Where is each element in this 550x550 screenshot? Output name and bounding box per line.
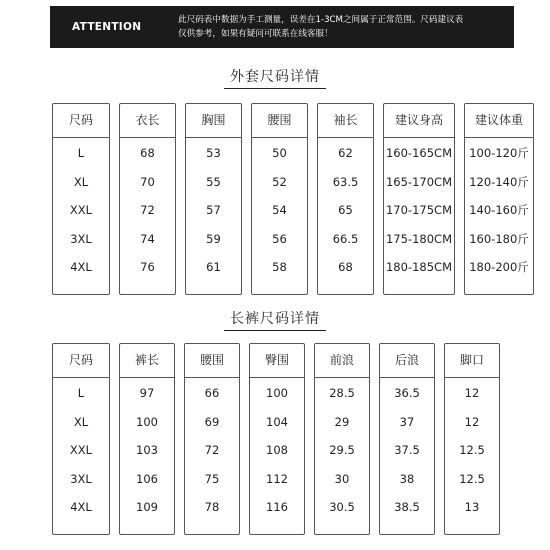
jacket-column-0 — [52, 103, 110, 295]
table-cell: 160-180斤 — [469, 231, 529, 246]
table-cell: 63.5 — [332, 174, 359, 189]
column-header: 脚口 — [445, 344, 499, 378]
column-header: 前浪 — [315, 344, 369, 378]
table-cell: 55 — [206, 174, 221, 189]
pants-title: 长裤尺码详情 — [224, 308, 326, 331]
table-cell: 72 — [140, 203, 155, 217]
table-cell: 97 — [139, 386, 155, 400]
table-cell: XL — [73, 414, 89, 429]
table-cell: 54 — [272, 203, 287, 217]
column-cells — [185, 378, 239, 522]
table-cell: 13 — [464, 500, 480, 514]
table-cell: 75 — [204, 471, 220, 486]
table-cell: 108 — [266, 443, 288, 457]
table-cell: 58 — [272, 260, 287, 274]
column-header: 尺码 — [53, 104, 109, 138]
column-header: 裤长 — [120, 344, 174, 378]
column-header: 尺码 — [53, 344, 109, 378]
table-cell: 65 — [338, 203, 353, 217]
jacket-column-2 — [185, 103, 242, 295]
table-cell: 78 — [204, 500, 220, 514]
pants-column-0 — [52, 343, 110, 535]
table-cell: 170-175CM — [385, 203, 452, 217]
table-cell: 28.5 — [329, 386, 355, 400]
column-cells — [384, 138, 454, 282]
table-cell: 112 — [266, 471, 288, 486]
table-cell: 50 — [272, 146, 287, 160]
table-cell: 74 — [140, 231, 155, 246]
table-cell: 3XL — [70, 471, 92, 486]
column-header: 腰围 — [252, 104, 307, 138]
attention-banner — [50, 6, 514, 48]
table-cell: 180-185CM — [385, 260, 452, 274]
table-cell: 76 — [140, 260, 155, 274]
pants-column-6 — [444, 343, 500, 535]
attention-label: ATTENTION — [72, 21, 142, 33]
table-cell: 3XL — [70, 231, 92, 246]
jacket-column-6 — [464, 103, 534, 295]
table-cell: 175-180CM — [385, 231, 452, 246]
table-cell: 56 — [272, 231, 287, 246]
column-header: 衣长 — [120, 104, 175, 138]
table-cell: 140-160斤 — [469, 203, 529, 217]
jacket-title: 外套尺码详情 — [224, 66, 326, 89]
table-cell: 30 — [334, 471, 350, 486]
table-cell: 37 — [399, 414, 415, 429]
table-cell: L — [77, 146, 85, 160]
table-cell: 29 — [334, 414, 350, 429]
column-cells — [445, 378, 499, 522]
table-cell: 29.5 — [329, 443, 355, 457]
table-cell: 12.5 — [459, 443, 485, 457]
pants-column-3 — [249, 343, 305, 535]
table-cell: 61 — [206, 260, 221, 274]
table-cell: 100-120斤 — [469, 146, 529, 160]
jacket-column-5 — [383, 103, 455, 295]
column-cells — [465, 138, 533, 282]
table-cell: 100 — [266, 386, 288, 400]
table-cell: L — [77, 386, 85, 400]
table-cell: XXL — [69, 203, 93, 217]
table-cell: 12 — [464, 386, 480, 400]
table-cell: 4XL — [70, 260, 92, 274]
column-cells — [120, 378, 174, 522]
column-cells — [252, 138, 307, 282]
pants-section-title — [0, 308, 550, 331]
table-cell: 68 — [140, 146, 155, 160]
table-cell: 104 — [266, 414, 288, 429]
table-cell: 68 — [338, 260, 353, 274]
table-cell: 70 — [140, 174, 155, 189]
column-header: 腰围 — [185, 344, 239, 378]
column-header: 建议身高 — [384, 104, 454, 138]
table-cell: 36.5 — [394, 386, 420, 400]
pants-column-5 — [379, 343, 435, 535]
table-cell: XL — [73, 174, 89, 189]
pants-column-1 — [119, 343, 175, 535]
table-cell: 30.5 — [329, 500, 355, 514]
table-cell: 109 — [136, 500, 158, 514]
column-header: 臀围 — [250, 344, 304, 378]
table-cell: 116 — [266, 500, 288, 514]
column-header: 胸围 — [186, 104, 241, 138]
column-cells — [53, 378, 109, 522]
column-cells — [315, 378, 369, 522]
table-cell: 180-200斤 — [469, 260, 529, 274]
table-cell: 66 — [204, 386, 220, 400]
table-cell: 160-165CM — [385, 146, 452, 160]
column-header: 建议体重 — [465, 104, 533, 138]
table-cell: 66.5 — [332, 231, 359, 246]
table-cell: 57 — [206, 203, 221, 217]
jacket-section-title — [0, 66, 550, 89]
attention-note-line-2: 仅供参考，如果有疑问可联系在线客服！ — [178, 29, 333, 39]
column-cells — [120, 138, 175, 282]
table-cell: 62 — [338, 146, 353, 160]
table-cell: 59 — [206, 231, 221, 246]
pants-size-table — [52, 343, 500, 535]
table-cell: 106 — [136, 471, 158, 486]
column-cells — [380, 378, 434, 522]
table-cell: 38 — [399, 471, 415, 486]
pants-column-2 — [184, 343, 240, 535]
pants-column-4 — [314, 343, 370, 535]
table-cell: XXL — [69, 443, 93, 457]
jacket-column-3 — [251, 103, 308, 295]
column-header: 后浪 — [380, 344, 434, 378]
jacket-column-1 — [119, 103, 176, 295]
table-cell: 72 — [204, 443, 220, 457]
table-cell: 69 — [204, 414, 220, 429]
column-cells — [318, 138, 373, 282]
attention-note-line-1: 此尺码表中数据为手工测量，误差在1-3CM之间属于正常范围。尺码建议表 — [178, 15, 464, 25]
column-cells — [250, 378, 304, 522]
table-cell: 4XL — [70, 500, 92, 514]
jacket-size-table — [52, 103, 534, 295]
table-cell: 103 — [136, 443, 158, 457]
column-cells — [186, 138, 241, 282]
table-cell: 52 — [272, 174, 287, 189]
table-cell: 12 — [464, 414, 480, 429]
table-cell: 53 — [206, 146, 221, 160]
column-header: 袖长 — [318, 104, 373, 138]
jacket-column-4 — [317, 103, 374, 295]
table-cell: 120-140斤 — [469, 174, 529, 189]
table-cell: 100 — [136, 414, 158, 429]
table-cell: 12.5 — [459, 471, 485, 486]
table-cell: 37.5 — [394, 443, 420, 457]
column-cells — [53, 138, 109, 282]
table-cell: 165-170CM — [385, 174, 452, 189]
attention-note — [178, 13, 508, 41]
table-cell: 38.5 — [394, 500, 420, 514]
